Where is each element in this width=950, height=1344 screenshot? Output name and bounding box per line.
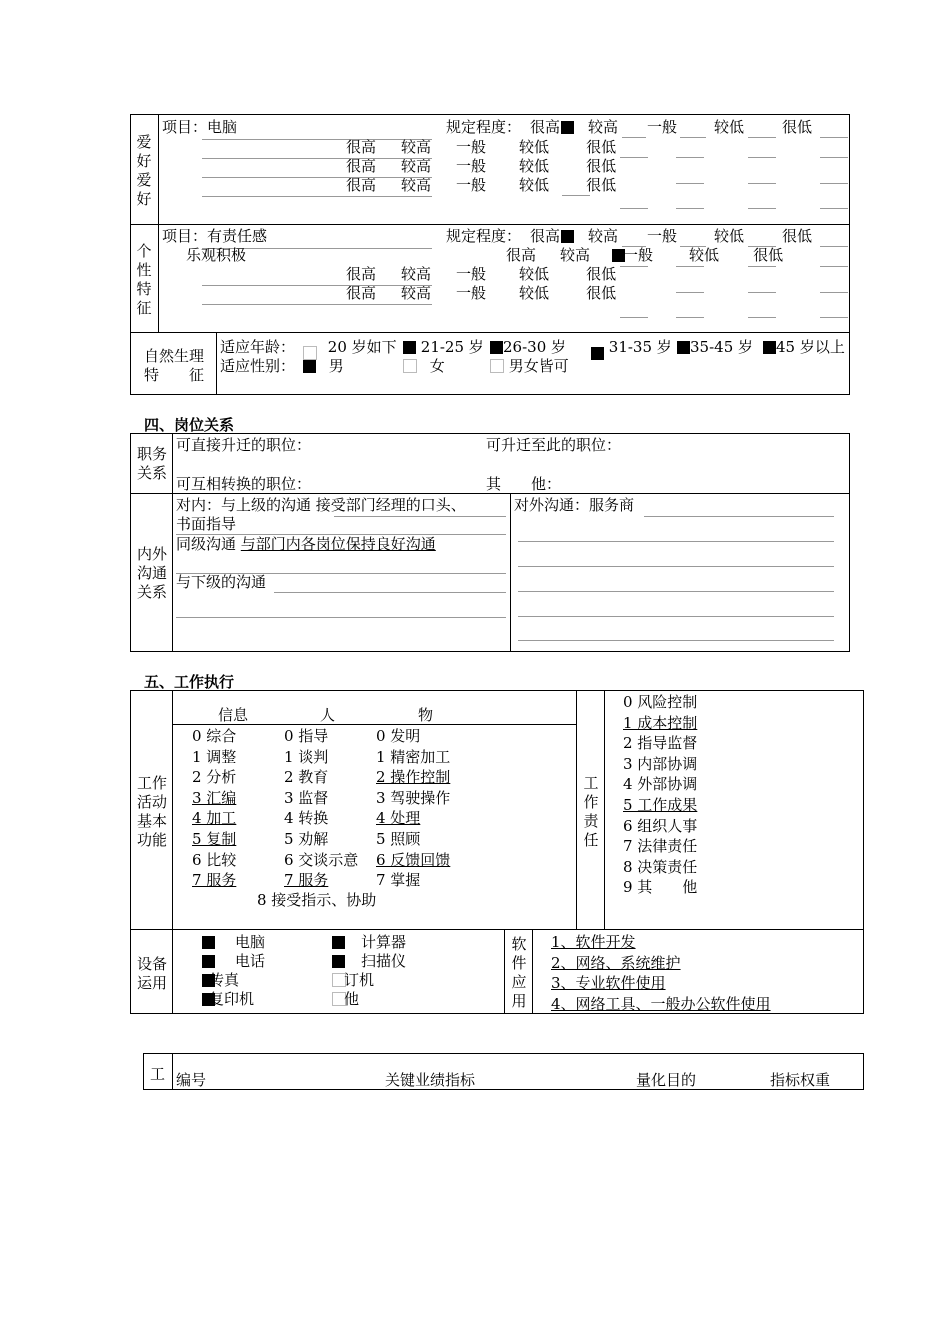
function-item: 4 处理: [376, 809, 421, 828]
hobby-sub-row-2: 很高 较高 一般 较低 很低: [346, 157, 617, 175]
age-option-1: 20 岁如下: [303, 338, 397, 360]
software-4: 4、网络工具、一般办公软件使用: [551, 995, 771, 1013]
age-option-2: 21-25 岁: [403, 338, 484, 357]
blank-line: [202, 158, 432, 159]
software-3: 3、专业软件使用: [551, 974, 666, 992]
function-item: 6 反馈回馈: [376, 850, 451, 869]
row-divider-1: [130, 224, 850, 225]
checked-box-icon[interactable]: [591, 347, 604, 360]
blank-line: [334, 516, 506, 517]
hobby-side-label: 爱 好 爱 好: [136, 133, 152, 208]
gender-option-any: 男女皆可: [490, 357, 569, 376]
blank-line: [518, 541, 834, 542]
function-item: 4 外部协调: [623, 775, 698, 794]
checked-box-icon[interactable]: [332, 936, 345, 949]
function-item: 2 教育: [284, 768, 329, 787]
checked-box-icon[interactable]: [332, 955, 345, 968]
blank-line: [274, 592, 506, 593]
function-item: 1 谈判: [284, 747, 329, 766]
row-divider-2: [130, 332, 850, 333]
comm-divider: [510, 493, 511, 652]
equip-binder: 订机: [332, 971, 374, 990]
blank-line: [518, 616, 834, 617]
function-item: 0 发明: [376, 727, 421, 745]
checked-box-icon[interactable]: [490, 341, 503, 354]
gender-option-female: 女: [403, 357, 445, 376]
blank-line: [644, 516, 834, 517]
blank-line: [620, 157, 648, 158]
blank-line: [562, 195, 590, 196]
blank-line: [622, 137, 646, 138]
func-divider: [172, 690, 173, 930]
personality-degree-low: 较低: [714, 227, 745, 245]
blank-line: [748, 157, 776, 158]
other-positions: 其 他：: [486, 475, 562, 493]
kpi-header-weight: 指标权重: [770, 1071, 831, 1089]
blank-line: [820, 292, 848, 293]
blank-line: [518, 640, 834, 641]
age-option-5: 35-45 岁: [677, 338, 753, 357]
checked-box-icon[interactable]: [403, 341, 416, 354]
checked-box-icon[interactable]: [561, 230, 574, 243]
equip-row-divider: [130, 929, 864, 930]
promote-to-here: 可升迁至此的职位：: [486, 436, 622, 454]
checked-box-icon[interactable]: [677, 341, 690, 354]
blank-line: [176, 617, 506, 618]
equip-label: 设备 运用: [136, 955, 167, 992]
function-item: 6 比较: [192, 850, 237, 869]
function-item: 6 交谈示意: [284, 850, 359, 869]
blank-line: [748, 137, 776, 138]
function-item: 5 照顾: [376, 830, 421, 848]
function-item: 3 内部协调: [623, 754, 698, 773]
function-item: 7 服务: [192, 871, 237, 890]
physio-divider: [216, 332, 217, 395]
checked-box-icon[interactable]: [763, 341, 776, 354]
gender-label: 适应性别：: [220, 357, 296, 375]
unchecked-box-icon[interactable]: [490, 359, 504, 373]
blank-line: [820, 183, 848, 184]
checked-box-icon[interactable]: [561, 121, 574, 134]
checked-box-icon[interactable]: [202, 936, 215, 949]
checked-box-icon[interactable]: [303, 360, 316, 373]
equip-divider: [172, 929, 173, 1014]
equip-copier: 复印机: [202, 990, 254, 1009]
kpi-header-no: 编号: [176, 1071, 207, 1089]
blank-line: [620, 266, 648, 267]
function-item: 1 成本控制: [623, 713, 698, 732]
comm-label: 内外 沟通 关系: [136, 545, 167, 601]
age-label: 适应年龄：: [220, 338, 296, 356]
function-item: 7 掌握: [376, 871, 421, 890]
hobby-degree-medium: 一般: [647, 118, 678, 136]
checked-box-icon[interactable]: [202, 955, 215, 968]
lower-comm: 与下级的沟通: [176, 573, 267, 591]
blank-line: [820, 317, 848, 318]
hobby-degree-low: 较低: [714, 118, 745, 136]
personality-sub-row-1: 很高 较高 一般 较低 很低: [346, 265, 617, 283]
equip-other: 他: [332, 990, 359, 1009]
relation-divider: [172, 433, 173, 652]
function-item: 7 法律责任: [623, 837, 698, 856]
function-item: 2 操作控制: [376, 768, 451, 787]
function-item: 8 决策责任: [623, 857, 698, 876]
personality-side-label: 个 性 特 征: [136, 242, 152, 317]
equip-computer: 电脑: [202, 933, 265, 952]
blank-line: [620, 208, 648, 209]
section4-title: 四、岗位关系: [144, 416, 235, 434]
internal-upper-2: 书面指导: [176, 515, 237, 533]
unchecked-box-icon[interactable]: [403, 359, 417, 373]
hobby-degree-very-high: 很高: [530, 118, 574, 137]
resp-divider-left: [576, 690, 577, 930]
extra-function: 8 接受指示、协助: [257, 891, 377, 909]
hobby-sub-row-3: 很高 较高 一般 较低 很低: [346, 176, 617, 194]
blank-line: [748, 292, 776, 293]
age-option-6: 45 岁以上: [763, 338, 845, 357]
function-item: 2 分析: [192, 768, 237, 787]
kpi-header-purpose: 量化目的: [636, 1071, 697, 1089]
blank-line: [202, 196, 432, 197]
internal-upper: 对内：与上级的沟通 接受部门经理的口头、: [176, 496, 466, 514]
personality-item: 项目：有责任感: [162, 227, 268, 245]
function-item: 0 指导: [284, 727, 329, 745]
blank-line: [680, 137, 706, 138]
blank-line: [518, 591, 834, 592]
function-item: 6 组织人事: [623, 816, 698, 835]
blank-line: [676, 266, 704, 267]
kpi-side: 工: [150, 1065, 166, 1083]
function-item: 4 加工: [192, 809, 237, 828]
blank-line: [202, 304, 432, 305]
blank-line: [820, 266, 848, 267]
personality-sub-row-2: 很高 较高 一般 较低 很低: [346, 284, 617, 302]
age-option-3: 26-30 岁: [490, 338, 566, 357]
gender-option-male: 男: [303, 357, 344, 376]
personality-item-2: 乐观积极: [186, 246, 247, 264]
function-item: 9 其 他: [623, 878, 698, 897]
blank-line: [518, 566, 834, 567]
equip-scanner: 扫描仪: [332, 952, 406, 971]
blank-line: [676, 292, 704, 293]
kpi-header-indicator: 关键业绩指标: [385, 1071, 476, 1089]
blank-line: [676, 183, 704, 184]
equip-phone: 电话: [202, 952, 265, 971]
personality-degree-label: 规定程度：: [446, 227, 522, 245]
function-item: 7 服务: [284, 871, 329, 890]
hobby-item: 项目：电脑: [162, 118, 238, 136]
resp-divider-right: [604, 690, 605, 930]
function-item: 0 风险控制: [623, 693, 698, 711]
function-item: 3 汇编: [192, 788, 237, 807]
kpi-table: [143, 1053, 864, 1090]
hobby-degree-label: 规定程度：: [446, 118, 522, 136]
header-person: 人: [320, 706, 336, 724]
personality-degree-medium: 一般: [647, 227, 678, 245]
blank-line: [676, 208, 704, 209]
personality-degree-high: 较高: [588, 227, 619, 245]
function-item: 3 监督: [284, 788, 329, 807]
header-info: 信息: [218, 706, 249, 724]
hobby-degree-very-low: 很低: [782, 118, 813, 136]
header-thing: 物: [418, 706, 434, 724]
blank-line: [748, 208, 776, 209]
promote-direct: 可直接升迁的职位：: [176, 436, 312, 454]
personality-row-2: 很高 较高 一般 较低 很低: [506, 246, 784, 264]
blank-line: [820, 137, 848, 138]
age-option-4: 31-35 岁: [591, 338, 672, 360]
software-2: 2、网络、系统维护: [551, 954, 681, 972]
blank-line: [820, 208, 848, 209]
blank-line: [676, 317, 704, 318]
blank-line: [620, 317, 648, 318]
blank-line: [202, 177, 432, 178]
soft-divider-left: [504, 929, 505, 1014]
soft-divider-right: [532, 929, 533, 1014]
hobby-degree-high: 较高: [588, 118, 619, 136]
function-item: 5 复制: [192, 830, 237, 848]
function-item: 1 精密加工: [376, 747, 451, 766]
function-item: 0 综合: [192, 727, 237, 745]
equip-fax: 传真: [202, 971, 239, 990]
equip-calculator: 计算器: [332, 933, 406, 952]
duty-label: 职务 关系: [136, 445, 167, 482]
software-1: 1、软件开发: [551, 933, 636, 951]
function-item: 3 驾驶操作: [376, 788, 451, 807]
section5-title: 五、工作执行: [144, 673, 235, 691]
func-label: 工作 活动 基本 功能: [136, 774, 167, 849]
function-item: 5 工作成果: [623, 796, 698, 814]
function-item: 4 转换: [284, 809, 329, 828]
blank-line: [202, 285, 432, 286]
lateral-positions: 可互相转换的职位：: [176, 475, 312, 493]
function-item: 2 指导监督: [623, 734, 698, 753]
kpi-divider: [172, 1053, 173, 1090]
personality-degree-very-low: 很低: [782, 227, 813, 245]
blank-line: [676, 157, 704, 158]
blank-line: [748, 183, 776, 184]
personality-degree-very-high: 很高: [530, 227, 574, 246]
blank-line: [748, 317, 776, 318]
resp-label: 工 作 责 任: [583, 774, 599, 849]
function-item: 1 调整: [192, 747, 237, 766]
function-item: 5 劝解: [284, 830, 329, 848]
soft-label: 软 件 应 用: [511, 935, 527, 1010]
blank-line: [748, 266, 776, 267]
external-comm: 对外沟通：服务商: [514, 496, 635, 514]
physio-side-label: 自然生理 特 征: [143, 347, 204, 384]
blank-line: [820, 246, 848, 247]
blank-line: [820, 157, 848, 158]
peer-comm: 同级沟通 与部门内各岗位保持良好沟通: [176, 535, 436, 553]
hobby-sub-row-1: 很高 较高 一般 较低 很低: [346, 138, 617, 156]
